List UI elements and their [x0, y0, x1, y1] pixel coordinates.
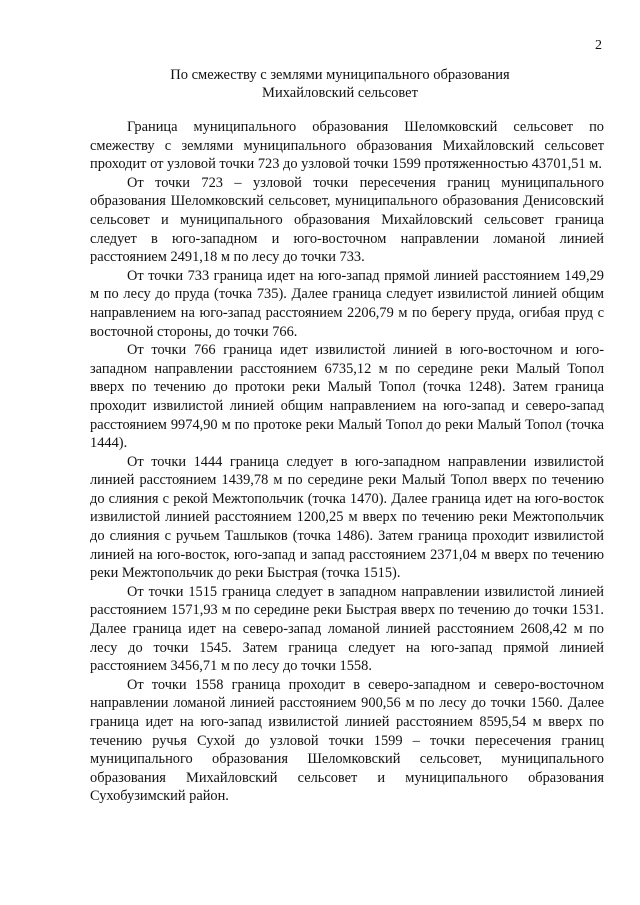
section-title-line-2: Михайловский сельсовет [262, 85, 418, 101]
paragraph-3: От точки 733 граница идет на юго-запад прямой линией расстоянием 149,29 м по лесу до пруда (точка 735). Далее граница следует извилистой линией общим направлением на юго-запад расстоянием 2206,79 м по берегу пруда, огибая пруд с восточной стороны, до точки 766. [90, 267, 604, 340]
paragraph-2: От точки 723 – узловой точки пересечения границ муниципального образования Шеломковский сельсовет, муниципального образования Денисовский сельсовет и муниципального образования Михайловский сельсовет граница следует в юго-западном и юго-восточном направлении ломаной линией расстоянием 2491,18 м по лесу до точки 733. [90, 174, 604, 266]
body-text [90, 118, 604, 806]
paragraph-4: От точки 766 граница идет извилистой линией в юго-восточном и юго-западном направлении расстоянием 6735,12 м по середине реки Малый Топол вверх по течению до протоки реки Малый Топол (точка 1248). Затем граница проходит извилистой линией общим направлением на юго-запад и северо-запад расстоянием 9974,90 м по протоке реки Малый Топол до реки Малый Топол (точка 1444). [90, 342, 604, 452]
page-number: 2 [595, 38, 602, 53]
section-title [90, 66, 590, 102]
paragraph-6: От точки 1515 граница следует в западном направлении извилистой линией расстоянием 1571,93 м по середине реки Быстрая вверх по течению до точки 1531. Далее граница идет на северо-запад ломаной линией расстоянием 2608,42 м по лесу до точки 1545. Затем граница следует на юго-запад прямой линией расстоянием 3456,71 м по лесу до точки 1558. [90, 583, 604, 675]
paragraph-5: От точки 1444 граница следует в юго-западном направлении извилистой линией расстоянием 1439,78 м по середине реки Малый Топол вверх по течению до слияния с рекой Межтопольчик (точка 1470). Далее граница идет на юго-восток извилистой линией расстоянием 1200,25 м вверх по течению реки Межтопольчик до слияния с ручьем Ташлыков (точка 1486). Затем граница проходит извилистой линией на юго-восток, юго-запад и запад расстоянием 2371,04 м вверх по течению реки Межтопольчик до реки Быстрая (точка 1515). [90, 453, 604, 582]
section-title-line-1: По смежеству с землями муниципального образования [170, 67, 510, 83]
paragraph-7: От точки 1558 граница проходит в северо-западном и северо-восточном направлении ломаной линией расстоянием 900,56 м по лесу до точки 1560. Далее граница идет на юго-запад извилистой линией расстоянием 8595,54 м вверх по течению ручья Сухой до узловой точки 1599 – точки пересечения границ муниципального образования Шеломковский сельсовет, муниципального образования Михайловский сельсовет и муниципального образования Сухобузимский район. [90, 676, 604, 805]
paragraph-1: Граница муниципального образования Шеломковский сельсовет по смежеству с землями муниципального образования Михайловский сельсовет проходит от узловой точки 723 до узловой точки 1599 протяженностью 43701,51 м. [90, 119, 604, 173]
